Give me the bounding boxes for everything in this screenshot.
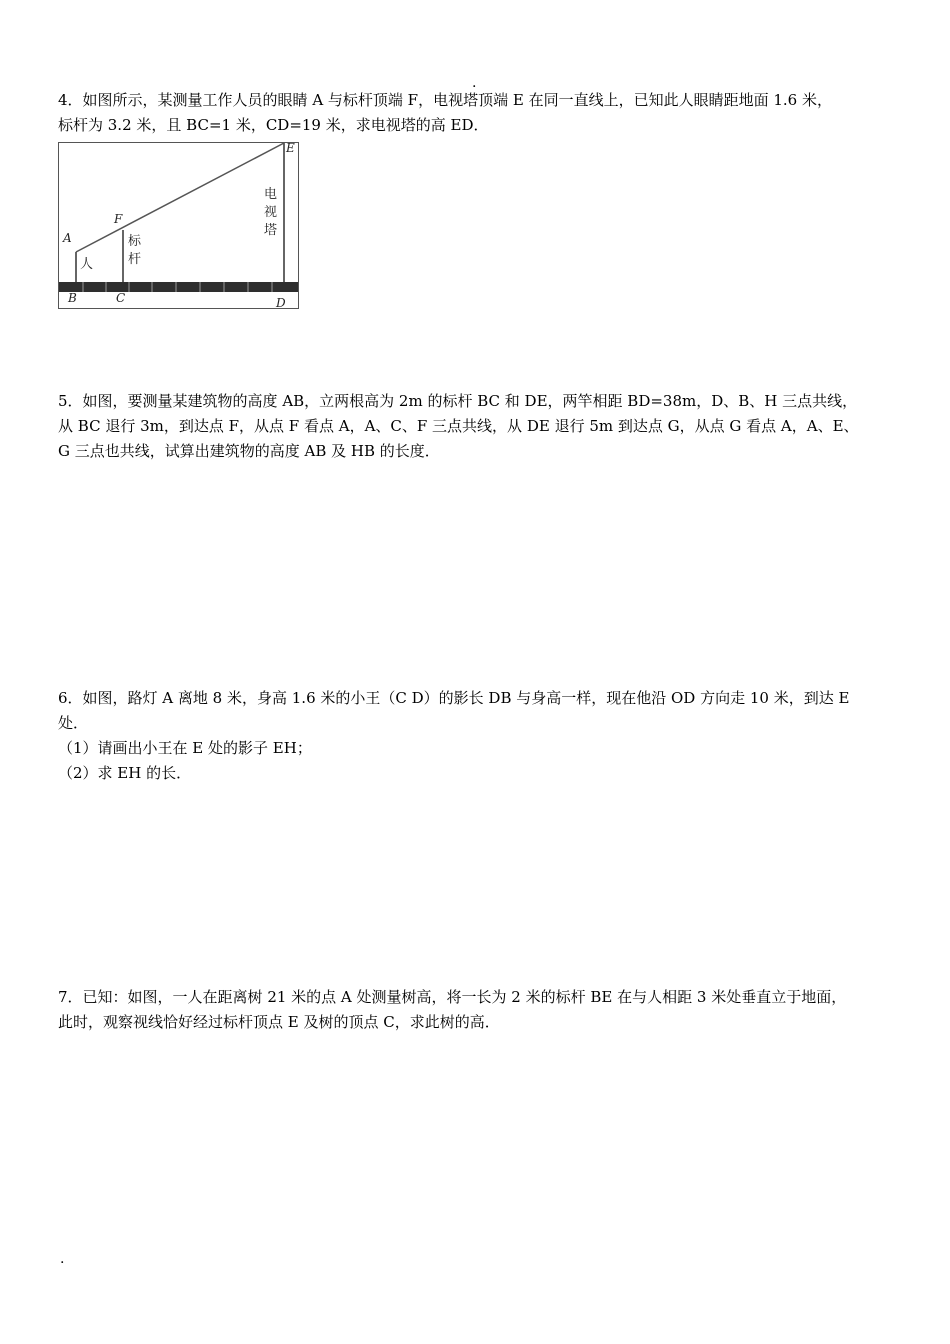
problem-7 (58, 985, 896, 1035)
sight-line (76, 143, 284, 252)
problem-6-line-3: （1）请画出小王在 E 处的影子 EH； (58, 739, 312, 757)
footer-mark: . (60, 1251, 65, 1267)
point-label-d: D (276, 296, 286, 310)
ground-strip (59, 282, 298, 292)
problem-6-line-4: （2）求 EH 的长． (58, 764, 192, 782)
tower-label-2: 视 (264, 205, 278, 220)
tower-label-1: 电 (264, 187, 278, 202)
point-label-b: B (68, 291, 77, 305)
point-label-a: A (63, 231, 72, 245)
problem-6-line-1: 6．如图，路灯 A 离地 8 米，身高 1.6 米的小王（C D）的影长 DB 与身高一样，现在他沿 OD 方向走 10 米，到达 E (58, 689, 850, 707)
tower-measurement-figure (58, 142, 300, 310)
tower-label-3: 塔 (264, 223, 278, 238)
problem-5-line-1: 5．如图，要测量某建筑物的高度 AB，立两根高为 2m 的标杆 BC 和 DE，两竿相距 BD=38m，D、B、H 三点共线， (58, 392, 858, 410)
problem-5 (58, 389, 896, 464)
pole-label-1: 标 (128, 234, 142, 249)
problem-6 (58, 686, 896, 786)
pole-label-2: 杆 (128, 252, 142, 267)
problem-4-line-2: 标杆为 3.2 米，且 BC=1 米，CD=19 米，求电视塔的高 ED． (58, 116, 489, 134)
person-label: 人 (80, 257, 94, 272)
problem-5-line-2: 从 BC 退行 3m，到达点 F，从点 F 看点 A，A、C、F 三点共线，从 DE 退行 5m 到达点 G，从点 G 看点 A，A、E、 (58, 417, 859, 435)
header-mark: . (472, 75, 477, 91)
point-label-c: C (116, 291, 126, 305)
problem-7-line-2: 此时，观察视线恰好经过标杆顶点 E 及树的顶点 C，求此树的高． (58, 1013, 500, 1031)
problem-5-line-3: G 三点也共线，试算出建筑物的高度 AB 及 HB 的长度． (58, 442, 440, 460)
point-label-e: E (286, 142, 295, 155)
point-label-f: F (114, 212, 123, 226)
problem-6-line-2: 处． (58, 714, 89, 732)
problem-4 (58, 88, 896, 138)
problem-7-line-1: 7．已知：如图，一人在距离树 21 米的点 A 处测量树高，将一长为 2 米的标杆 BE 在与人相距 3 米处垂直立于地面， (58, 988, 847, 1006)
problem-4-line-1: 4．如图所示，某测量工作人员的眼睛 A 与标杆顶端 F，电视塔顶端 E 在同一直线上，已知此人眼睛距地面 1.6 米， (58, 91, 832, 109)
